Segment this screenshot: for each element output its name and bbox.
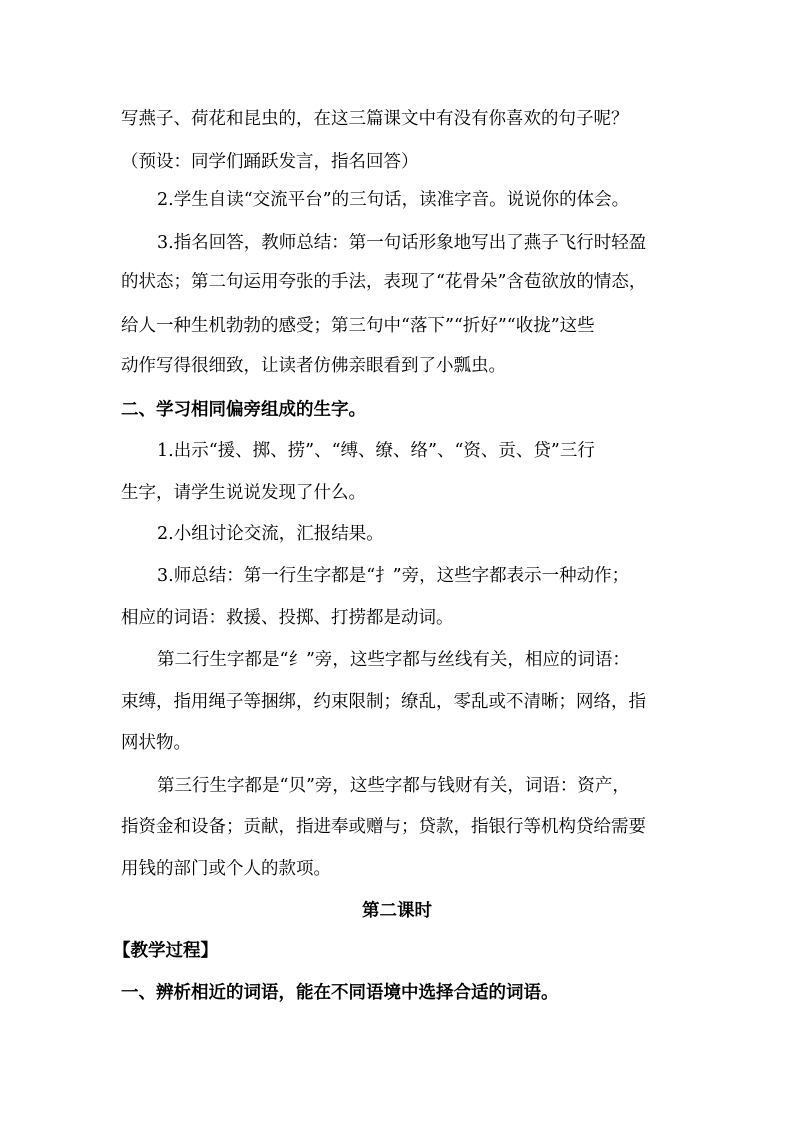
paragraph-line: 3.师总结：第一行生字都是“扌”旁，这些字都表示一种动作； <box>157 566 630 586</box>
paragraph-line: 相应的词语：救援、投掷、打捞都是动词。 <box>121 608 454 628</box>
paragraph-line: 的状态；第二句运用夸张的手法，表现了“花骨朵”含苞欲放的情态， <box>121 272 647 292</box>
paragraph-line: 2.小组讨论交流，汇报结果。 <box>157 524 384 544</box>
paragraph-line: （预设：同学们踊跃发言，指名回答） <box>121 152 419 172</box>
paragraph-line: 网状物。 <box>121 733 191 753</box>
paragraph-line: 动作写得很细致，让读者仿佛亲眼看到了小瓢虫。 <box>121 356 506 376</box>
paragraph-line: 第二行生字都是“纟”旁，这些字都与丝线有关，相应的词语： <box>157 650 630 670</box>
paragraph-line: 指资金和设备；贡献，指进奉或赠与；贷款，指银行等机构贷给需要 <box>121 817 646 837</box>
section-heading: 一、辨析相近的词语，能在不同语境中选择合适的词语。 <box>121 983 559 1003</box>
paragraph-line: 生字，请学生说说发现了什么。 <box>121 483 366 503</box>
section-label: 【教学过程】 <box>113 941 218 961</box>
paragraph-line: 用钱的部门或个人的款项。 <box>121 859 331 879</box>
section-heading: 二、学习相同偏旁组成的生字。 <box>121 400 366 420</box>
paragraph-line: 第三行生字都是“贝”旁，这些字都与钱财有关，词语：资产， <box>157 776 630 796</box>
paragraph-line: 1.出示“援、掷、捞”、“缚、缭、络”、“资、贡、贷”三行 <box>157 441 595 461</box>
lesson-title: 第二课时 <box>362 901 432 921</box>
paragraph-line: 束缚，指用绳子等捆绑，约束限制；缭乱，零乱或不清晰；网络，指 <box>121 692 646 712</box>
paragraph-line: 3.指名回答，教师总结：第一句话形象地写出了燕子飞行时轻盈 <box>157 233 647 253</box>
paragraph-line: 给人一种生机勃勃的感受；第三句中“落下”“折好”“收拢”这些 <box>121 316 595 336</box>
paragraph-line: 写燕子、荷花和昆虫的，在这三篇课文中有没有你喜欢的句子呢？ <box>121 109 629 129</box>
paragraph-line: 2.学生自读“交流平台”的三句话，读准字音。说说你的体会。 <box>157 190 630 210</box>
